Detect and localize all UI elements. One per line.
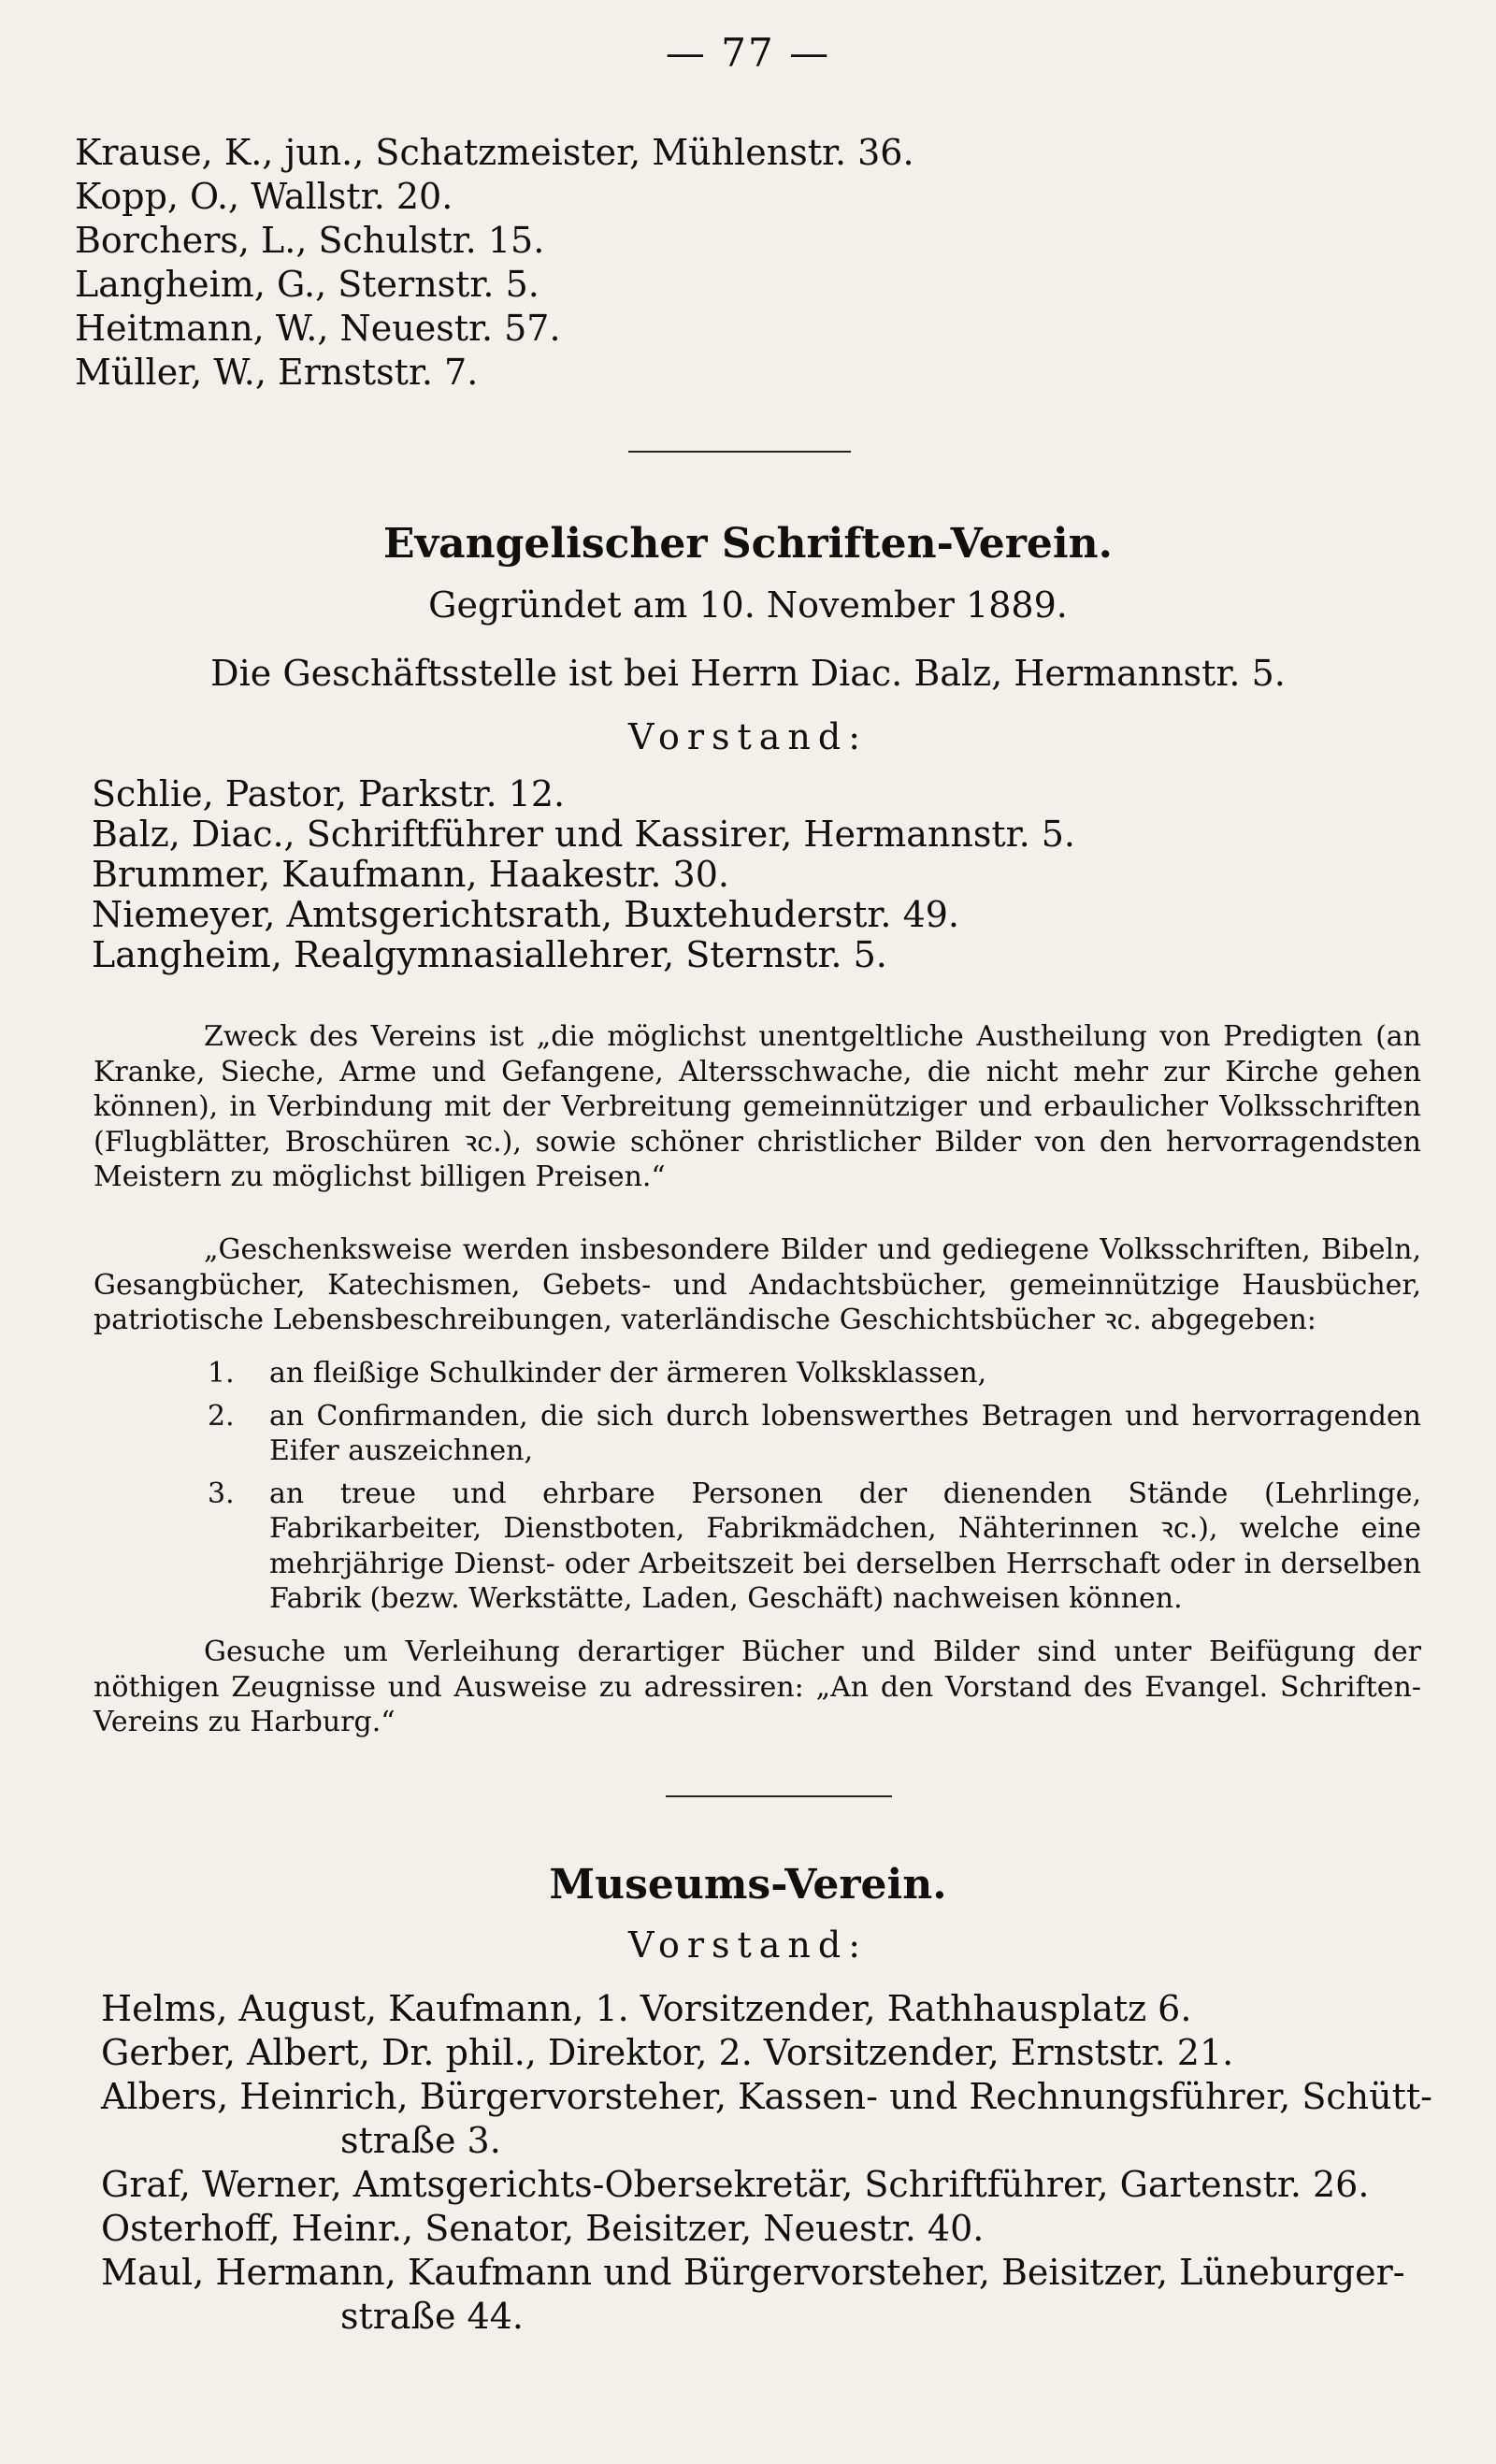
list-item: Gerber, Albert, Dr. phil., Direktor, 2. Vorsitzender, Ernststr. 21.: [101, 2032, 1234, 2073]
list-item: Heitmann, W., Neuestr. 57.: [75, 308, 561, 349]
item-text: an treue und ehrbare Personen der dienenden Stände (Lehrlinge, Fabrikarbeiter, Dienstboten, Fabrikmädchen, Nähterinnen ꝛc.), welche eine mehrjährige Dienst- oder Arbeitszeit bei derselben Herrschaft oder in derselben Fabrik (bezw. Werkstätte, Laden, Geschäft) nachweisen können.: [269, 1477, 1421, 1615]
list-item: Krause, K., jun., Schatzmeister, Mühlenstr. 36.: [75, 132, 914, 173]
list-item: [94, 1399, 1421, 1469]
list-item: Schlie, Pastor, Parkstr. 12.: [92, 773, 566, 814]
list-item-continuation: straße 3.: [340, 2120, 501, 2161]
page-number: — 77 —: [665, 30, 831, 76]
purpose-paragraph: [94, 1019, 1421, 1195]
board-list-schriften-verein: [92, 774, 1496, 975]
gifts-paragraph: [94, 1232, 1421, 1338]
section-divider: [628, 451, 851, 453]
item-number: 1.: [208, 1357, 235, 1390]
office-address: Die Geschäftsstelle ist bei Herrn Diac. Balz, Hermannstr. 5.: [210, 653, 1286, 694]
list-item: Maul, Hermann, Kaufmann und Bürgervorsteher, Beisitzer, Lüneburger-: [101, 2252, 1405, 2293]
applications-text: Gesuche um Verleihung derartiger Bücher und Bilder sind unter Beifügung der nöthigen Zeugnisse und Ausweise zu adressiren: „An den Vorstand des Evangel. Schriften-Vereins zu Harburg.“: [94, 1635, 1421, 1738]
board-label: Vorstand:: [627, 716, 869, 757]
list-item: Brummer, Kaufmann, Haakestr. 30.: [92, 854, 729, 895]
purpose-text: Zweck des Vereins ist „die möglichst unentgeltliche Austheilung von Predigten (an Kranke, Sieche, Arme und Gefangene, Altersschwache, die nicht mehr zur Kirche gehen können), in Verbindung mit der Verbreitung gemeinnütziger und erbaulicher Volksschriften (Flugblätter, Broschüren ꝛc.), sowie schöner christlicher Bilder von den hervorragendsten Meistern zu möglichst billigen Preisen.“: [94, 1020, 1421, 1193]
board-list-museums-verein: [101, 1987, 1496, 2339]
founding-date: Gegründet am 10. November 1889.: [428, 584, 1068, 626]
list-item-continuation: straße 44.: [340, 2296, 524, 2337]
list-item: Albers, Heinrich, Bürgervorsteher, Kassen- und Rechnungsführer, Schütt-: [101, 2076, 1432, 2117]
item-number: 3.: [208, 1477, 235, 1510]
item-text: an fleißige Schulkinder der ärmeren Volksklassen,: [269, 1357, 987, 1390]
list-item: Helms, August, Kaufmann, 1. Vorsitzender, Rathhausplatz 6.: [101, 1988, 1192, 2029]
list-item: Langheim, G., Sternstr. 5.: [75, 264, 539, 305]
list-item: Niemeyer, Amtsgerichtsrath, Buxtehuderstr. 49.: [92, 894, 960, 935]
list-item: Borchers, L., Schulstr. 15.: [75, 220, 545, 261]
section-divider: [666, 1795, 892, 1797]
recipient-list: [94, 1356, 1421, 1617]
list-item: Osterhoff, Heinr., Senator, Beisitzer, Neuestr. 40.: [101, 2208, 985, 2249]
applications-paragraph: [94, 1635, 1421, 1740]
list-item: Kopp, O., Wallstr. 20.: [75, 176, 453, 217]
member-list-top: [75, 131, 1496, 395]
gifts-text: „Geschenksweise werden insbesondere Bilder und gediegene Volksschriften, Bibeln, Gesangbücher, Katechismen, Gebets- und Andachtsbücher, gemeinnützige Hausbücher, patriotische Lebensbeschreibungen, vaterländische Geschichtsbücher ꝛc. abgegeben:: [94, 1233, 1421, 1336]
section-title-schriften-verein: Evangelischer Schriften-Verein.: [383, 520, 1113, 568]
list-item: Müller, W., Ernststr. 7.: [75, 352, 479, 393]
list-item: [94, 1356, 1421, 1391]
list-item: Balz, Diac., Schriftführer und Kassirer, Hermannstr. 5.: [92, 814, 1076, 855]
section-title-museums-verein: Museums-Verein.: [549, 1861, 947, 1909]
list-item: Langheim, Realgymnasiallehrer, Sternstr. 5.: [92, 934, 887, 975]
item-number: 2.: [208, 1399, 235, 1433]
item-text: an Confirmanden, die sich durch lobenswerthes Betragen und hervorragenden Eifer auszeichnen,: [269, 1399, 1421, 1467]
list-item: [94, 1477, 1421, 1617]
board-label: Vorstand:: [627, 1924, 869, 1966]
list-item: Graf, Werner, Amtsgerichts-Obersekretär, Schriftführer, Gartenstr. 26.: [101, 2164, 1370, 2205]
